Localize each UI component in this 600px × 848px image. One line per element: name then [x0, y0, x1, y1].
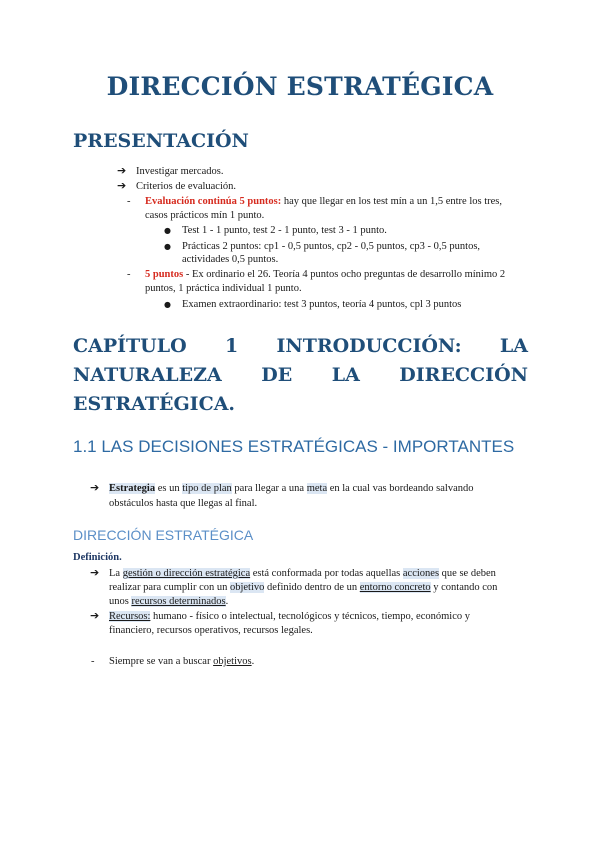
- estrategia-line-cont: obstáculos hasta que llegas al final.: [109, 498, 258, 509]
- cap-word: CAPÍTULO: [73, 335, 187, 357]
- term-acciones: acciones: [402, 568, 440, 579]
- round-bullet-icon: ●: [164, 242, 171, 251]
- text-span: La: [109, 568, 123, 579]
- siempre-line: [109, 655, 254, 669]
- round-bullet-icon: ●: [164, 300, 171, 309]
- text-span: en la cual vas bordeando salvando: [327, 483, 474, 494]
- term-recursos: recursos determinados: [131, 596, 226, 607]
- arrow-bullet-icon: ➔: [90, 481, 100, 494]
- dash-bullet: -: [127, 196, 131, 207]
- ordinario-line-cont: puntos, 1 práctica individual 1 punto.: [145, 283, 302, 294]
- cap-word: 1: [224, 335, 239, 357]
- text-span: humano - físico o intelectual, tecnológicos y técnicos, tiempo, económico y: [150, 611, 471, 622]
- practicas-line-cont: actividades 0,5 puntos.: [182, 254, 279, 265]
- heading-direccion-estrategica: DIRECCIÓN ESTRATÉGICA: [73, 527, 254, 543]
- extraordinario-line: Examen extraordinario: test 3 puntos, teoría 4 puntos, cpl 3 puntos: [182, 299, 462, 310]
- text-span: realizar para cumplir con un: [109, 582, 230, 593]
- text-span: para llegar a una: [231, 483, 307, 494]
- dash-bullet: -: [91, 656, 95, 667]
- text-span: y contando con: [430, 582, 498, 593]
- list-item-investigar: Investigar mercados.: [136, 166, 224, 177]
- arrow-bullet-icon: ➔: [117, 179, 127, 192]
- arrow-bullet-icon: ➔: [90, 609, 100, 622]
- final-text: - Ex ordinario el 26. Teoría 4 puntos ocho preguntas de desarrollo mínimo 2: [183, 269, 506, 280]
- eval-text-cont: casos prácticos mín 1 punto.: [145, 210, 265, 221]
- cap-word: INTRODUCCIÓN:: [276, 335, 462, 357]
- cap-word: LA: [331, 364, 360, 386]
- capitulo-line-3: ESTRATÉGICA.: [73, 393, 236, 415]
- text-span: definido dentro de un: [264, 582, 360, 593]
- text-span: está conformada por todas aquellas: [250, 568, 403, 579]
- cap-word: NATURALEZA: [73, 364, 222, 386]
- recursos-line-cont: financiero, recursos operativos, recursos legales.: [109, 625, 313, 636]
- round-bullet-icon: ●: [164, 226, 171, 235]
- term-meta: meta: [306, 483, 328, 494]
- capitulo-line-2: [73, 361, 528, 390]
- text-span: .: [225, 596, 229, 607]
- term-objetivo: objetivo: [229, 582, 265, 593]
- term-entorno: entorno concreto: [359, 582, 431, 593]
- recursos-line: [109, 610, 527, 624]
- term-recursos-label: Recursos:: [109, 611, 151, 622]
- text-span: es un: [155, 483, 183, 494]
- cap-word: DIRECCIÓN: [399, 364, 528, 386]
- heading-capitulo-1: [73, 332, 528, 419]
- text-span: unos: [109, 596, 132, 607]
- eval-text: hay que llegar en los test mín a un 1,5 entre los tres,: [281, 196, 502, 207]
- arrow-bullet-icon: ➔: [90, 566, 100, 579]
- heading-presentacion: PRESENTACIÓN: [73, 130, 249, 152]
- ordinario-line: [145, 268, 527, 282]
- definicion-label: Definición.: [73, 552, 122, 563]
- text-span: Siempre se van a buscar: [109, 656, 214, 667]
- eval-label: Evaluación continúa 5 puntos:: [145, 196, 282, 207]
- final-label: 5 puntos: [145, 269, 184, 280]
- capitulo-line-1: [73, 332, 528, 361]
- document-title: DIRECCIÓN ESTRATÉGICA: [106, 72, 494, 101]
- evaluacion-continua-line: [145, 195, 527, 209]
- definicion-line-2: [109, 581, 527, 595]
- dash-bullet: -: [127, 269, 131, 280]
- definicion-line-3: [109, 595, 228, 609]
- cap-word: LA: [499, 335, 528, 357]
- test-line: Test 1 - 1 punto, test 2 - 1 punto, test 3 - 1 punto.: [182, 225, 387, 236]
- arrow-bullet-icon: ➔: [117, 164, 127, 177]
- term-tipo-de-plan: tipo de plan: [182, 483, 232, 494]
- text-span: que se deben: [439, 568, 496, 579]
- definicion-line-1: [109, 567, 527, 581]
- term-objetivos: objetivos: [213, 656, 252, 667]
- list-item-criterios: Criterios de evaluación.: [136, 181, 237, 192]
- term-estrategia: Estrategia: [109, 483, 156, 494]
- term-gestion: gestión o dirección estratégica: [122, 568, 251, 579]
- practicas-line: Prácticas 2 puntos: cp1 - 0,5 puntos, cp2 - 0,5 puntos, cp3 - 0,5 puntos,: [182, 241, 481, 252]
- cap-word: DE: [261, 364, 293, 386]
- estrategia-line: [109, 482, 527, 496]
- heading-1-1: 1.1 LAS DECISIONES ESTRATÉGICAS - IMPORTANTES: [73, 437, 515, 456]
- text-span: .: [251, 656, 255, 667]
